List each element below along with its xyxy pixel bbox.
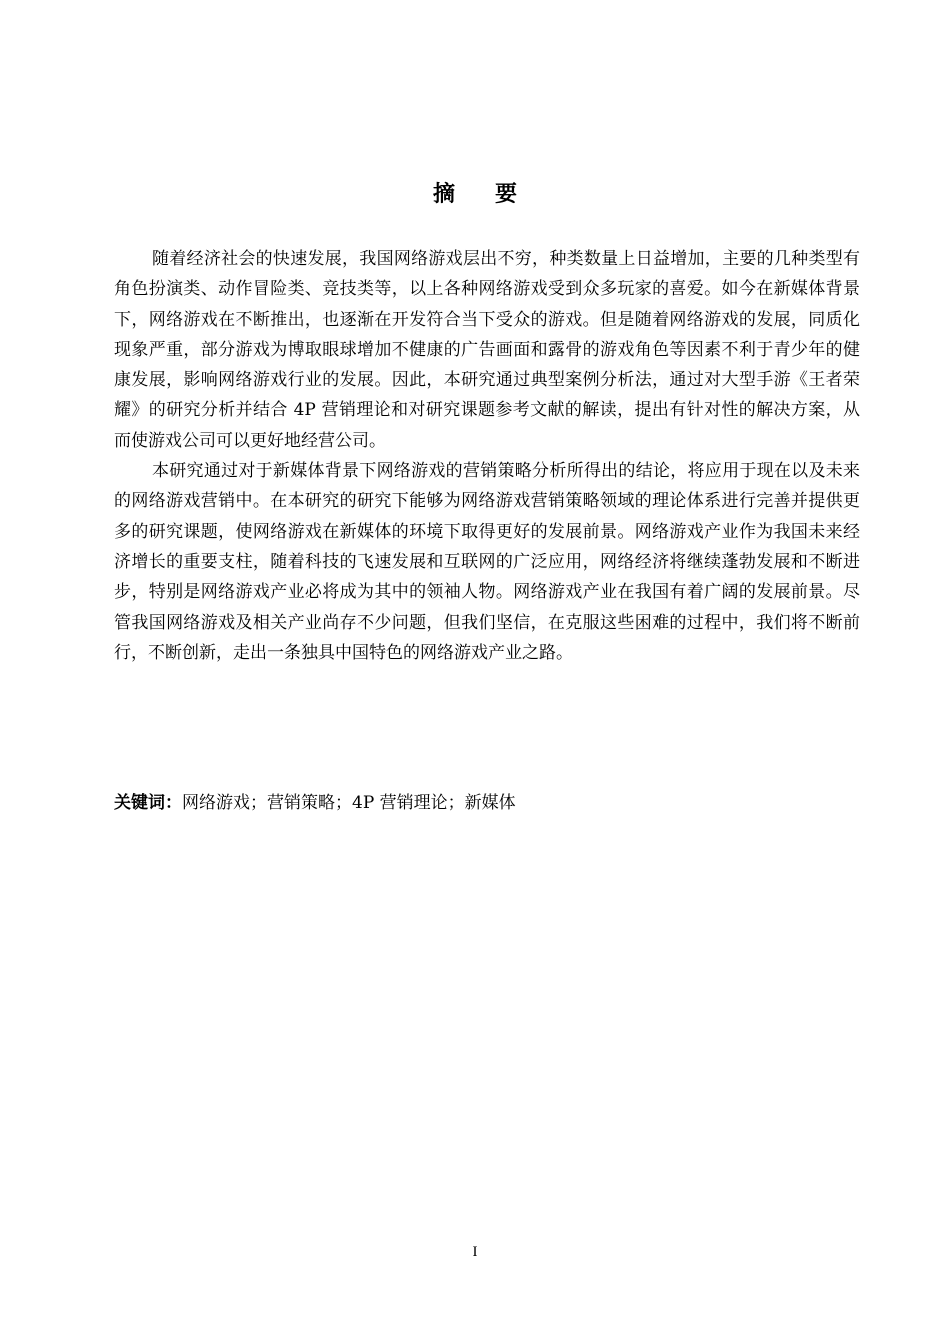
keywords-label: 关键词： [114, 793, 182, 813]
abstract-title: 摘要 [432, 182, 557, 207]
keywords-line [114, 788, 860, 818]
abstract-paragraph-2: 本研究通过对于新媒体背景下网络游戏的营销策略分析所得出的结论，将应用于现在以及未来的网络游戏营销中。在本研究的研究下能够为网络游戏营销策略领域的理论体系进行完善并提供更多的研究课题，使网络游戏在新媒体的环境下取得更好的发展前景。网络游戏产业作为我国未来经济增长的重要支柱，随着科技的飞速发展和互联网的广泛应用，网络经济将继续蓬勃发展和不断进步，特别是网络游戏产业必将成为其中的领袖人物。网络游戏产业在我国有着广阔的发展前景。尽管我国网络游戏及相关产业尚存不少问题，但我们坚信，在克服这些困难的过程中，我们将不断前行，不断创新，走出一条独具中国特色的网络游戏产业之路。 [114, 461, 860, 663]
abstract-paragraph-1: 随着经济社会的快速发展，我国网络游戏层出不穷，种类数量上日益增加，主要的几种类型有角色扮演类、动作冒险类、竞技类等，以上各种网络游戏受到众多玩家的喜爱。如今在新媒体背景下，网络游戏在不断推出，也逐渐在开发符合当下受众的游戏。但是随着网络游戏的发展，同质化现象严重，部分游戏为博取眼球增加不健康的广告画面和露骨的游戏角色等因素不利于青少年的健康发展，影响网络游戏行业的发展。因此，本研究通过典型案例分析法，通过对大型手游《王者荣耀》的研究分析并结合 4P 营销理论和对研究课题参考文献的解读，提出有针对性的解决方案，从而使游戏公司可以更好地经营公司。 [114, 249, 860, 451]
abstract-body [114, 244, 860, 668]
keywords-list: 网络游戏；营销策略；4P 营销理论；新媒体 [182, 793, 516, 813]
page-number: I [472, 1244, 478, 1260]
